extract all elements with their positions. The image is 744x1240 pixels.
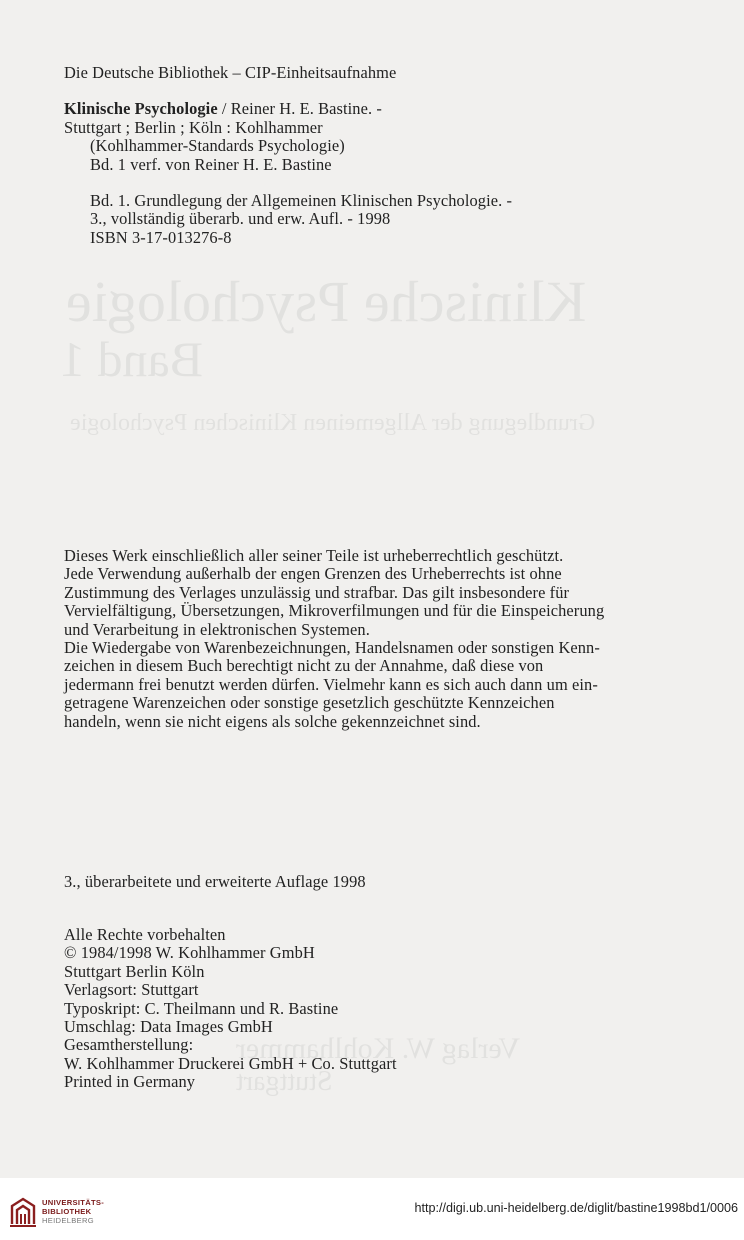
cip-place: Stuttgart ; Berlin ; Köln : Kohlhammer xyxy=(64,117,323,137)
imprint-line: Printed in Germany xyxy=(64,1072,196,1092)
imprint-line: Gesamtherstellung: xyxy=(64,1035,194,1055)
logo-line: UNIVERSITÄTS- xyxy=(42,1198,105,1207)
footer-bar xyxy=(0,1178,744,1240)
cip-title: Klinische Psychologie xyxy=(64,99,218,119)
notice-line: getragene Warenzeichen oder sonstige gesetzlich geschützte Kennzeichen xyxy=(64,693,555,713)
bleed-through-band: Band 1 xyxy=(60,331,204,387)
cip-record xyxy=(64,64,512,247)
imprint-line: © 1984/1998 W. Kohlhammer GmbH xyxy=(64,943,315,963)
bleed-through-publisher: Verlag W. Kohlhammer xyxy=(236,1032,521,1065)
bleed-through-place: Stuttgart xyxy=(236,1066,333,1097)
cip-edition: 3., vollständig überarb. und erw. Aufl. - 1998 xyxy=(90,209,391,229)
notice-line: Die Wiedergabe von Warenbezeichnungen, Handelsnamen oder sonstigen Kenn- xyxy=(64,638,600,658)
cip-title-line xyxy=(64,100,512,118)
cip-series: (Kohlhammer-Standards Psychologie) xyxy=(90,136,345,156)
notice-line: Dieses Werk einschließlich aller seiner Teile ist urheberrechtlich geschützt. xyxy=(64,546,564,565)
notice-line: zeichen in diesem Buch berechtigt nicht zu der Annahme, daß diese von xyxy=(64,656,544,676)
library-logo-icon xyxy=(8,1196,38,1228)
notice-line: jedermann frei benutzt werden dürfen. Vielmehr kann es sich auch dann um ein- xyxy=(64,674,598,694)
notice-line: und Verarbeitung in elektronischen Systemen. xyxy=(64,619,370,639)
notice-line: Vervielfältigung, Übersetzungen, Mikroverfilmungen und für die Einspeicherung xyxy=(64,601,605,621)
imprint-line: W. Kohlhammer Druckerei GmbH + Co. Stuttgart xyxy=(64,1053,397,1073)
cip-isbn: ISBN 3-17-013276-8 xyxy=(90,227,232,247)
bleed-through-title: Klinische Psychologie xyxy=(66,269,587,334)
bleed-through-subtitle: Grundlegung der Allgemeinen Klinischen Psychologie xyxy=(70,410,596,436)
imprint xyxy=(64,926,397,1092)
cip-author: / Reiner H. E. Bastine. - xyxy=(217,99,382,119)
cip-volume-title: Bd. 1. Grundlegung der Allgemeinen Klinischen Psychologie. - xyxy=(90,191,513,211)
imprint-line: Verlagsort: Stuttgart xyxy=(64,980,199,1000)
source-url[interactable]: http://digi.ub.uni-heidelberg.de/diglit/bastine1998bd1/0006 xyxy=(414,1201,738,1215)
imprint-line: Alle Rechte vorbehalten xyxy=(64,925,226,944)
notice-line: handeln, wenn sie nicht eigens als solche gekennzeichnet sind. xyxy=(64,711,481,731)
cip-volume-note: Bd. 1 verf. von Reiner H. E. Bastine xyxy=(90,154,332,174)
logo-line: HEIDELBERG xyxy=(42,1216,94,1225)
notice-line: Jede Verwendung außerhalb der engen Grenzen des Urheberrechts ist ohne xyxy=(64,564,562,584)
imprint-line: Umschlag: Data Images GmbH xyxy=(64,1017,273,1037)
logo-line: BIBLIOTHEK xyxy=(42,1207,92,1216)
copyright-notice xyxy=(64,547,604,731)
cip-heading: Die Deutsche Bibliothek – CIP-Einheitsaufnahme xyxy=(64,63,397,82)
library-logo-text xyxy=(42,1198,104,1225)
imprint-line: Stuttgart Berlin Köln xyxy=(64,961,205,981)
notice-line: Zustimmung des Verlages unzulässig und strafbar. Das gilt insbesondere für xyxy=(64,582,570,602)
imprint-line: Typoskript: C. Theilmann und R. Bastine xyxy=(64,998,339,1018)
edition-statement: 3., überarbeitete und erweiterte Auflage 1998 xyxy=(64,872,366,891)
